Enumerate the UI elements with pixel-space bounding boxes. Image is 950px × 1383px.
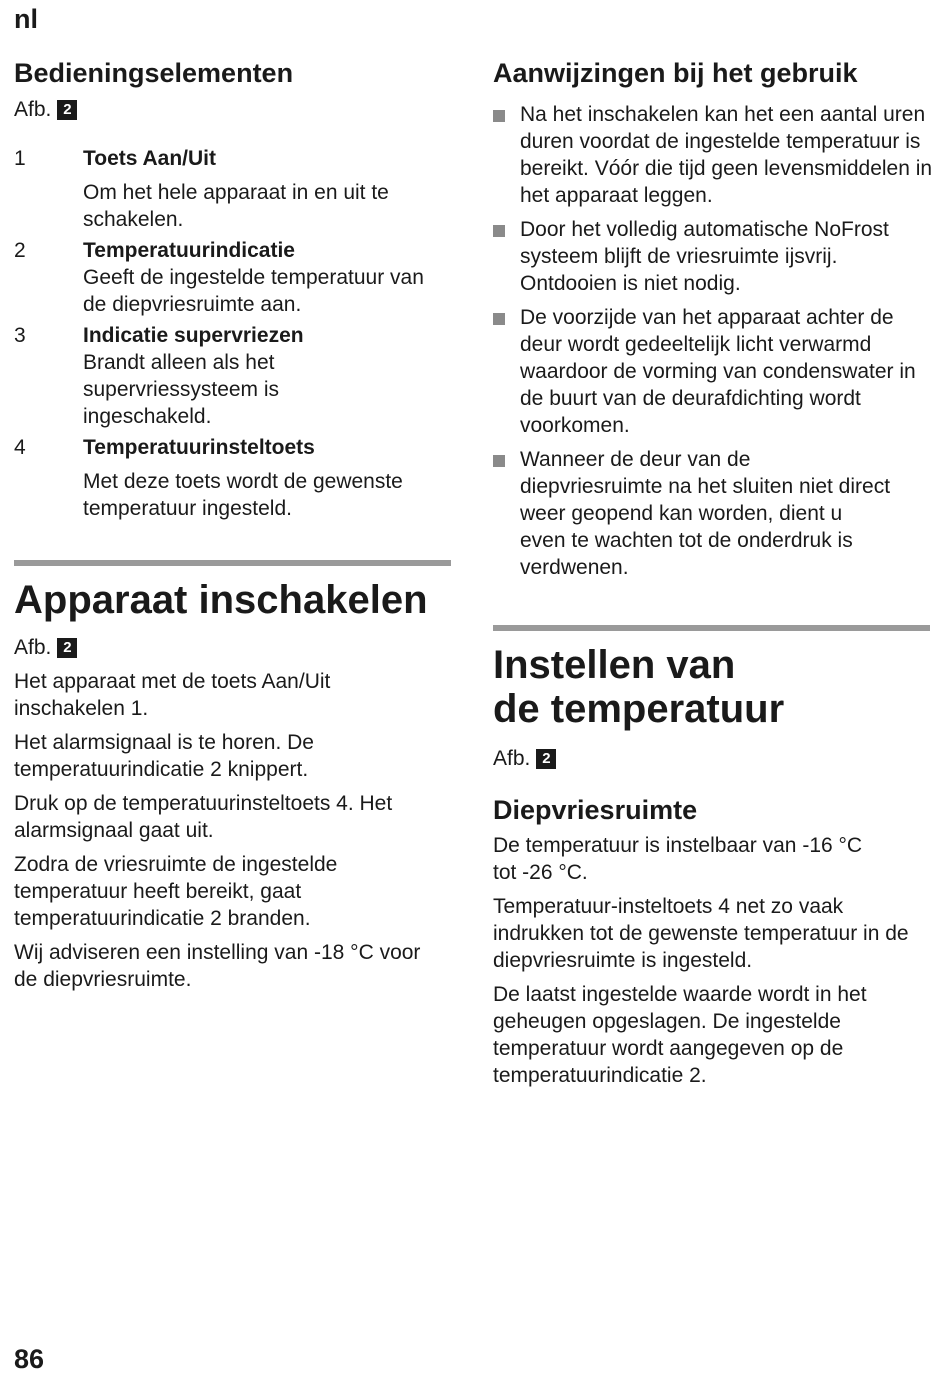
item-title: Temperatuurinsteltoets (83, 436, 315, 459)
freezer-subheading: Diepvriesruimte (493, 795, 698, 825)
section-divider (14, 560, 451, 566)
paragraph: Zodra de vriesruimte de ingestelde temperatuur heeft bereikt, gaat temperatuurindicatie 2 branden. (14, 853, 338, 930)
list-item (493, 216, 933, 297)
list-item (493, 446, 933, 581)
paragraph: Het alarmsignaal is te horen. De temperatuurindicatie 2 knippert. (14, 731, 314, 781)
figure-number-badge: 2 (536, 749, 556, 769)
figure-number-badge: 2 (57, 100, 77, 120)
usage-heading: Aanwijzingen bij het gebruik (493, 58, 858, 88)
paragraph: Wij adviseren een instelling van -18 °C voor de diepvriesruimte. (14, 941, 421, 991)
item-description: Om het hele apparaat in en uit te schakelen. (83, 181, 389, 231)
bullet-square-icon (493, 225, 505, 237)
temperature-figure-ref (493, 745, 933, 772)
bullet-text: De voorzijde van het apparaat achter de deur wordt gedeeltelijk licht verwarmd waardoor de vorming van condenswater in de buurt van de deurafdichting wordt voorkomen. (520, 306, 916, 437)
language-label: nl (14, 4, 38, 34)
bullet-text: Wanneer de deur van de diepvriesruimte na het sluiten niet direct weer geopend kan worden, dient u even te wachten tot de onderdruk is verdwenen. (520, 448, 891, 579)
item-title: Temperatuurindicatie (83, 239, 295, 262)
list-item (14, 322, 454, 430)
item-title: Indicatie supervriezen (83, 324, 304, 347)
bullet-square-icon (493, 455, 505, 467)
paragraph: Temperatuur-insteltoets 4 net zo vaak indrukken tot de gewenste temperatuur in de diepvriesruimte is ingesteld. (493, 895, 909, 972)
item-number: 3 (14, 324, 26, 347)
usage-bullet-list (493, 101, 933, 581)
controls-list (14, 145, 454, 522)
item-number: 4 (14, 436, 26, 459)
item-description: Met deze toets wordt de gewenste temperatuur ingesteld. (83, 470, 403, 520)
left-column (14, 56, 454, 993)
item-title: Toets Aan/Uit (83, 147, 217, 170)
item-number: 2 (14, 239, 26, 262)
afb-label: Afb. (493, 747, 531, 770)
section-divider (493, 625, 930, 631)
list-item (14, 145, 454, 233)
page-number: 86 (14, 1344, 45, 1374)
temperature-heading (493, 643, 933, 731)
bullet-text: Na het inschakelen kan het een aantal uren duren voordat de ingestelde temperatuur is bereikt. Vóór die tijd geen levensmiddelen in het apparaat leggen. (520, 103, 933, 207)
paragraph: De temperatuur is instelbaar van -16 °C tot -26 °C. (493, 834, 863, 884)
controls-heading: Bedieningselementen (14, 58, 294, 88)
temperature-heading-line1: Instellen van (493, 643, 736, 687)
right-column (493, 56, 933, 1089)
item-description: Brandt alleen als het supervriessysteem is ingeschakeld. (83, 351, 280, 428)
afb-label: Afb. (14, 98, 52, 121)
list-item (493, 101, 933, 209)
list-item (14, 434, 454, 522)
item-number: 1 (14, 147, 26, 170)
figure-number-badge: 2 (57, 638, 77, 658)
temperature-heading-line2: de temperatuur (493, 687, 785, 731)
switch-on-heading: Apparaat inschakelen (14, 578, 428, 622)
paragraph: De laatst ingestelde waarde wordt in het geheugen opgeslagen. De ingestelde temperatuur wordt aangegeven op de temperatuurindicatie 2. (493, 983, 867, 1087)
bullet-square-icon (493, 110, 505, 122)
list-item (493, 304, 933, 439)
controls-figure-ref (14, 96, 454, 123)
paragraph: Het apparaat met de toets Aan/Uit inschakelen 1. (14, 670, 331, 720)
item-description: Geeft de ingestelde temperatuur van de diepvriesruimte aan. (83, 266, 424, 316)
bullet-text: Door het volledig automatische NoFrost systeem blijft de vriesruimte ijsvrij. Ontdooien is niet nodig. (520, 218, 889, 295)
paragraph: Druk op de temperatuurinsteltoets 4. Het alarmsignaal gaat uit. (14, 792, 393, 842)
bullet-square-icon (493, 313, 505, 325)
afb-label: Afb. (14, 636, 52, 659)
switch-on-figure-ref (14, 634, 454, 661)
list-item (14, 237, 454, 318)
